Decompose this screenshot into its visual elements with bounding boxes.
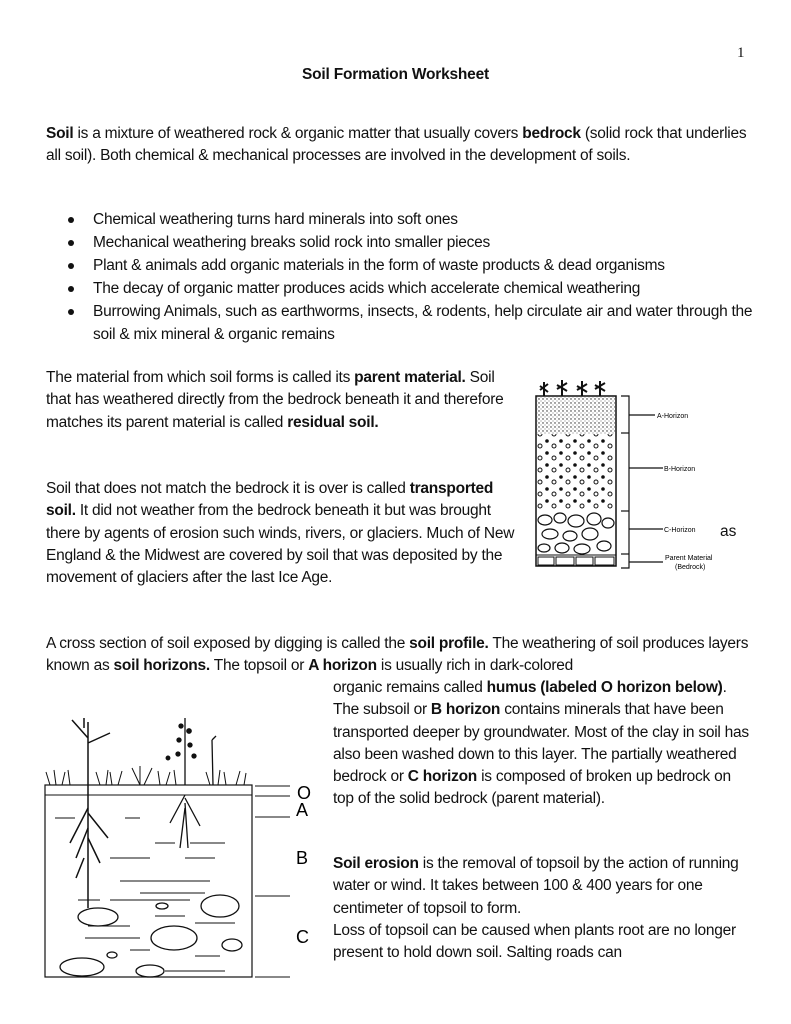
plant-icons (540, 380, 605, 396)
parent-text-1: The material from which soil forms is called its (46, 369, 355, 386)
intro-text-2: (solid rock that underlies all soil). Both chemical & mechanical processes are involved in the development of soils. (46, 125, 747, 165)
bullet-icon (68, 217, 74, 223)
erosion-text-1: is the removal of topsoil by the action of running water or wind. It takes between 100 & 400 years for one centimeter of topsoil to form. (333, 855, 739, 917)
parent-material-paragraph (46, 367, 516, 434)
intro-paragraph (46, 123, 756, 168)
soil-profile-continued (333, 677, 753, 811)
term-residual-soil: residual soil. (287, 413, 379, 431)
bullet-item (66, 254, 756, 277)
profile-cont-1: organic remains called (333, 679, 487, 696)
stray-word: as (720, 523, 737, 540)
bullet-text: Burrowing Animals, such as earthworms, insects, & rodents, help circulate air and water through the soil & mix mineral & organic remains (93, 303, 753, 343)
label-parent-material: Parent Material (665, 555, 713, 562)
tall-grass-plant (166, 718, 216, 848)
bullet-icon (68, 263, 74, 269)
bullet-icon (68, 286, 74, 292)
profile-text-3: The topsoil or (209, 657, 309, 675)
label-b: B (296, 848, 309, 868)
tree-sapling (70, 718, 110, 908)
bullet-text: Chemical weathering turns hard minerals into soft ones (93, 211, 458, 228)
term-soil-horizons: soil horizons. (113, 657, 210, 675)
label-bedrock: (Bedrock) (675, 564, 706, 571)
bullet-icon (68, 309, 74, 315)
term-soil-erosion: Soil erosion (333, 855, 419, 872)
page-number: 1 (737, 45, 745, 61)
bullet-text: Plant & animals add organic materials in the form of waste products & dead organisms (93, 257, 665, 274)
term-soil-profile: soil profile. (409, 635, 489, 652)
soil-profile-diagram (530, 378, 715, 578)
intro-text-1: is a mixture of weathered rock & organic matter that usually covers (73, 125, 523, 142)
label-o: O (297, 783, 312, 803)
horizon-brackets (621, 396, 663, 568)
label-c-horizon: C-Horizon (664, 527, 696, 534)
term-b-horizon: B horizon (430, 701, 501, 719)
profile-text-2: The weathering of soil produces layers known as (46, 635, 749, 675)
profile-cont-4: is composed of broken up bedrock on top of the solid bedrock (parent material). (333, 768, 731, 808)
page-title: Soil Formation Worksheet (302, 66, 489, 83)
transported-text-1: Soil that does not match the bedrock it is over is called (46, 480, 410, 497)
soil-profile-paragraph (46, 633, 766, 678)
profile-text-1: A cross section of soil exposed by digging is called the (46, 635, 410, 652)
bullet-text: The decay of organic matter produces acids which accelerate chemical weathering (93, 280, 641, 297)
profile-text-4: is usually rich in dark-colored (376, 657, 574, 675)
b-horizon-layer (537, 434, 615, 510)
bullet-item (66, 231, 756, 254)
term-parent-material: parent material. (354, 369, 466, 386)
label-a-horizon: A-Horizon (657, 413, 689, 420)
weathering-bullet-list (66, 208, 756, 346)
label-a: A (296, 800, 309, 820)
term-bedrock: bedrock (522, 125, 581, 142)
parent-text-2: Soil that has weathered directly from the bedrock beneath it and therefore matches its parent material is called (46, 369, 504, 431)
plant-horizon-diagram (40, 698, 330, 983)
term-a-horizon: A horizon (308, 657, 377, 675)
bullet-item (66, 208, 756, 231)
term-soil: Soil (46, 125, 74, 142)
bullet-item (66, 300, 756, 346)
term-c-horizon: C horizon (407, 768, 478, 786)
label-b-horizon: B-Horizon (664, 466, 696, 473)
transported-soil-paragraph (46, 478, 516, 589)
bullet-item (66, 277, 756, 300)
bullet-text: Mechanical weathering breaks solid rock into smaller pieces (93, 234, 491, 251)
erosion-text-2: Loss of topsoil can be caused when plants root are no longer present to hold down soil. Salting roads can (333, 921, 736, 962)
term-transported-soil: transported soil. (46, 480, 494, 520)
horizon-label-lines (255, 786, 290, 977)
soil-erosion-paragraph (333, 853, 753, 964)
bullet-icon (68, 240, 74, 246)
soil-dashes (55, 818, 235, 971)
label-c: C (296, 927, 309, 947)
term-humus: humus (labeled O horizon below) (486, 679, 723, 696)
grass-icons (46, 766, 246, 785)
profile-cont-2: . The subsoil or (333, 679, 727, 719)
a-horizon-layer (537, 397, 615, 434)
profile-cont-3: contains minerals that have been transported deeper by groundwater. Most of the clay in soil has also been washed down to this layer. The partially weathered bedrock or (333, 701, 749, 786)
transported-text-2: It did not weather from the bedrock beneath it but was brought there by agents of erosion such winds, rivers, or glaciers. Much of New England & the Midwest are covered by soil that was deposited by the movement of glaciers after the last Ice Age. (46, 502, 515, 587)
